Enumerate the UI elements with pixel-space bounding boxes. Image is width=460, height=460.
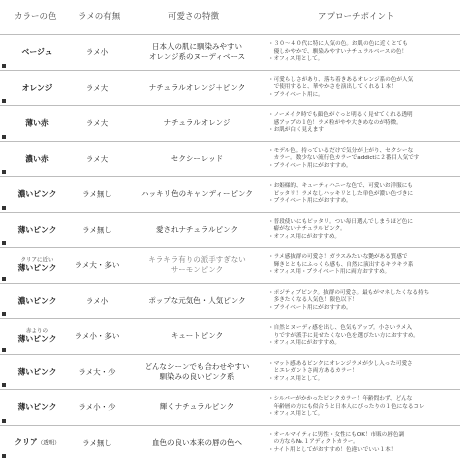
point-line: とエレガントさ両方あるカラー！ <box>268 368 358 374</box>
row-bullet <box>2 135 6 139</box>
color-name: 薄いピンク <box>17 402 57 412</box>
lame-cell: ラメ大 <box>85 83 109 93</box>
point-line: 輝きとともにふっくら感も、自然に演出するキラキラ系 <box>268 261 414 268</box>
feature-cell <box>130 362 264 382</box>
feature-line: ナチュラルオレンジ <box>163 118 231 128</box>
table-row <box>0 389 460 425</box>
color-name: オレンジ <box>21 83 53 93</box>
color-name-cell <box>8 48 66 57</box>
color-name: 濃いピンク <box>17 296 57 306</box>
row-bullet <box>2 419 6 423</box>
point-line: ・ナイト用としてがおすすめ！色違いでいい１本！ <box>268 446 397 453</box>
table-row <box>0 318 460 354</box>
point-line: ・３０〜４０代に特に人気の色。お肌の色に近くとても <box>268 41 408 47</box>
point-line: 感アップの１色！ラメ粒がやや大きめなのが特徴。 <box>268 119 402 126</box>
color-prefix: クリアに近い <box>20 257 54 264</box>
feature-line: 輝くナチュラルピンク <box>159 402 235 412</box>
point-line: ・お姫様的、キューティハニーな色で、可愛いお洋服にも <box>268 183 413 189</box>
color-name-cell <box>8 296 66 305</box>
feature-line: キュートピンク <box>170 331 224 341</box>
feature-line: 馴染みの良いピンク系 <box>159 371 235 381</box>
lame-cell: ラメ小 <box>85 296 109 306</box>
color-name-cell <box>8 367 66 376</box>
point-line: ・オフィス用にがおすすめ。 <box>268 340 340 346</box>
table-row <box>0 176 460 212</box>
color-name-cell <box>8 403 66 412</box>
header-points: アプローチポイント <box>318 12 395 22</box>
color-suffix: （透明） <box>37 440 60 447</box>
point-line: で使用すると、華やかさを演出してくれる１本！ <box>268 84 397 90</box>
point-line: カラー。数少ない流行色カラーでaddictに２番目人気です <box>268 155 420 161</box>
points-cell <box>268 290 458 313</box>
point-line: ・プライベート用にがおすすめ。 <box>268 198 352 204</box>
points-cell <box>268 112 458 135</box>
row-bullet <box>2 241 6 245</box>
lame-cell: ラメ大・少 <box>78 367 116 377</box>
row-bullet <box>2 206 6 210</box>
color-name: 薄い赤 <box>25 118 49 128</box>
point-line: ・ラメ感抜群の可愛さ！ガラスみたいな艶がある質感で <box>268 254 408 260</box>
points-cell <box>268 219 458 242</box>
point-line: ・自然とヌーディ感を出し、色気もアップ。小さいラメ入 <box>268 325 412 331</box>
points-cell <box>268 361 458 384</box>
point-line: ・プライベート用に。 <box>268 91 324 98</box>
lame-cell: ラメ大 <box>85 118 109 128</box>
point-line: ・モデル色。持っているだけで気分が上がり、セクシーな <box>268 147 414 154</box>
point-line: ・可愛らしさがあり、落ち着きあるオレンジ系の色が人気 <box>268 76 414 83</box>
point-line: の方なら№.１アディクトカラー。 <box>268 439 359 445</box>
row-bullet <box>2 277 6 281</box>
point-line: ・オールマイティに男性・女性にもOK！市販の唇色調 <box>268 431 405 438</box>
points-cell <box>268 396 458 419</box>
point-line: ・シルバーがかかったピンクカラー！年齢問わず、どんな <box>268 396 413 402</box>
points-cell <box>268 254 458 277</box>
header-color: カラーの色 <box>14 12 57 22</box>
point-line: ・オフィス用として。 <box>268 411 324 417</box>
point-line: ・オフィス用・プライベート用に両方おすすめ。 <box>268 269 391 275</box>
point-line: ・オフィス用として。 <box>268 375 324 382</box>
color-name-cell <box>8 437 66 448</box>
point-line: ・マット感あるピンクにオレンジラメが少し入った可愛さ <box>268 360 413 367</box>
color-name: クリア（透明） <box>14 437 60 447</box>
table-row <box>0 425 460 460</box>
feature-line: 愛されナチュラルピンク <box>156 224 238 234</box>
row-bullet <box>2 170 6 174</box>
feature-cell <box>130 255 264 275</box>
row-bullet <box>2 64 6 68</box>
lame-cell: ラメ大・多い <box>74 260 120 270</box>
lame-cell: ラメ小 <box>85 47 109 57</box>
color-name-cell <box>8 83 66 92</box>
point-line: ・プライベート用にがおすすめ。 <box>268 162 352 169</box>
feature-line: 血色の良い本来の唇の色へ <box>152 437 242 447</box>
feature-line: 日本人の肌に馴染みやすい <box>152 42 242 52</box>
header-feature: 可愛さの特徴 <box>168 12 220 22</box>
table-row <box>0 247 460 283</box>
color-name-cell <box>8 225 66 234</box>
points-cell <box>268 41 458 64</box>
feature-cell <box>130 402 264 412</box>
row-bullet <box>2 383 6 387</box>
table-row <box>0 105 460 141</box>
row-bullet <box>2 348 6 352</box>
row-bullet <box>2 454 6 458</box>
point-line: 優しかやかで、馴染みやすいナチュラルベースの色！ <box>268 48 408 55</box>
color-name: 薄いピンク <box>17 367 57 377</box>
lame-cell: ラメ大 <box>85 154 109 164</box>
table-row <box>0 70 460 106</box>
table-header <box>0 0 460 34</box>
color-name: 薄いピンク <box>17 334 57 344</box>
feature-line: オレンジ系のヌーディベース <box>148 52 246 62</box>
point-line: りですが派手に見せたくない色を選びたい方におすすめ。 <box>268 332 419 339</box>
feature-cell <box>130 154 264 164</box>
point-line: ・普段使いにもピッタリ。つい毎日選んでしまうほど色に <box>268 218 413 225</box>
row-bullet <box>2 312 6 316</box>
feature-cell <box>130 42 264 62</box>
point-line: ・オフィス用にがおすすめ。 <box>268 233 340 240</box>
point-line: 年齢層の方にも似合うと日本人にぴったりの１色になるコレ <box>268 403 425 410</box>
feature-cell <box>130 438 264 448</box>
point-line: ピッタリ！ラメなしハッキリとした単色が濃い色づきに <box>268 190 414 197</box>
table-row <box>0 141 460 177</box>
table-row <box>0 212 460 248</box>
point-line: ・ノーメイク時でも顔色がぐっと明るく見せてくれる透明 <box>268 112 413 118</box>
point-line: ・お肌が白く見えます <box>268 127 324 133</box>
feature-cell <box>130 189 264 199</box>
lame-cell: ラメ無し <box>82 225 112 235</box>
lame-cell: ラメ無し <box>82 438 112 448</box>
color-name-cell <box>8 329 66 344</box>
table-row <box>0 283 460 319</box>
lame-cell: ラメ小・多い <box>74 331 120 341</box>
feature-line: キラキラ有りの派手すぎない <box>148 255 246 265</box>
row-bullet <box>2 99 6 103</box>
color-name: 薄いピンク <box>17 263 57 273</box>
feature-line: セクシーレッド <box>170 153 224 163</box>
color-name-cell <box>8 154 66 163</box>
header-lame: ラメの有無 <box>78 12 121 22</box>
color-prefix: 赤よりの <box>25 328 48 335</box>
color-name-cell <box>8 119 66 128</box>
points-cell <box>268 325 458 348</box>
feature-line: どんなシーンでも合わせやすい <box>144 361 250 371</box>
point-line: ・プライベート用にがおすすめ。 <box>268 304 352 311</box>
point-line: 多きたくなる人気色！限色以下！ <box>268 297 358 303</box>
lame-cell: ラメ無し <box>82 189 112 199</box>
table-row <box>0 34 460 70</box>
points-cell <box>268 148 458 171</box>
point-line: 癖がないナチュラルピンク。 <box>268 226 346 232</box>
points-cell <box>268 77 458 100</box>
color-name: ベージュ <box>21 47 53 57</box>
points-cell <box>268 432 458 455</box>
feature-line: ポップな元気色・人気ピンク <box>148 295 246 305</box>
feature-cell <box>130 83 264 93</box>
feature-line: サーモンピンク <box>170 265 224 275</box>
point-line: ・オフィス用として。 <box>268 56 324 62</box>
feature-line: ナチュラルオレンジ＋ピンク <box>148 82 246 92</box>
lame-cell: ラメ小・少 <box>78 402 116 412</box>
color-name: 濃い赤 <box>25 154 49 164</box>
color-name-cell <box>8 258 66 273</box>
feature-cell <box>130 118 264 128</box>
color-name-cell <box>8 190 66 199</box>
color-name: 濃いピンク <box>17 189 57 199</box>
feature-line: ハッキリ色のキャンディーピンク <box>141 189 253 199</box>
feature-cell <box>130 296 264 306</box>
color-name: 薄いピンク <box>17 225 57 235</box>
feature-cell <box>130 331 264 341</box>
feature-cell <box>130 225 264 235</box>
points-cell <box>268 183 458 206</box>
table-row <box>0 354 460 390</box>
point-line: ・ポジティブピンク。抜群の可愛さ。最もがマネしたくなる持ち <box>268 289 430 296</box>
